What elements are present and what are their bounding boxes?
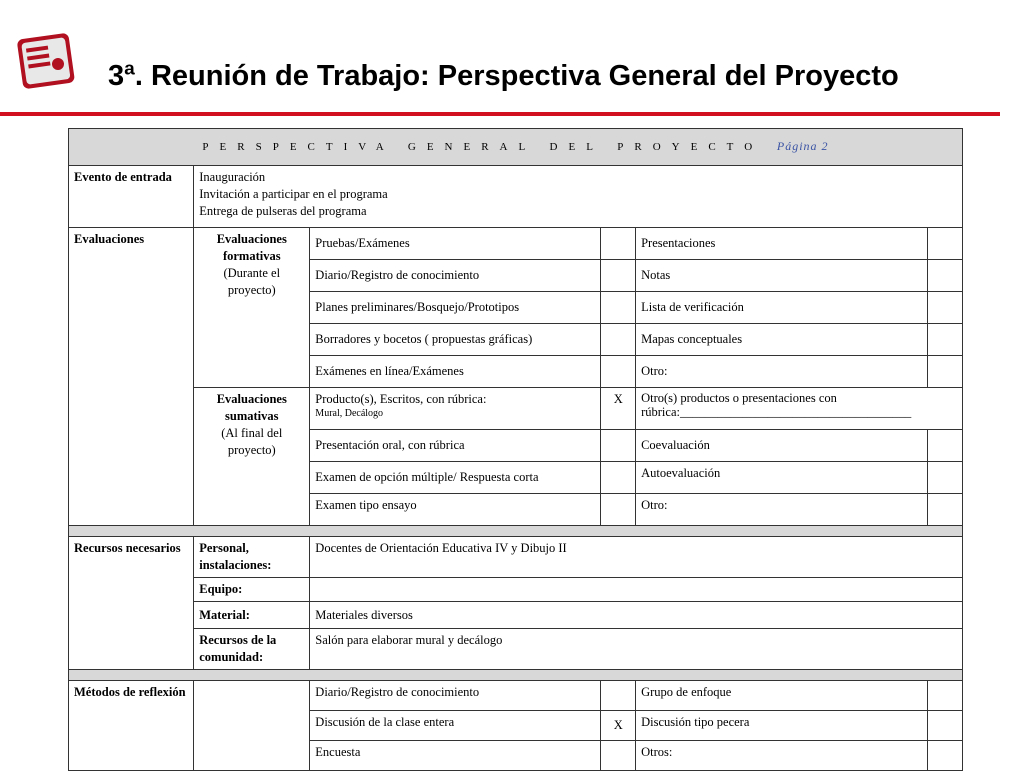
resource-key: Material:	[194, 602, 310, 629]
checkbox-cell[interactable]	[601, 741, 636, 771]
formative-item: Pruebas/Exámenes	[310, 228, 601, 260]
summative-title: Evaluaciones	[216, 392, 287, 406]
reflection-blank	[194, 681, 310, 771]
checkbox-cell[interactable]	[928, 260, 963, 292]
reflection-item: Discusión de la clase entera	[310, 711, 601, 741]
checkbox-cell[interactable]	[601, 430, 636, 462]
checkbox-cell[interactable]	[928, 711, 963, 741]
resources-label: Recursos necesarios	[69, 537, 194, 670]
checkbox-cell[interactable]	[928, 430, 963, 462]
summative-heading	[194, 388, 310, 526]
summative-item: Otro(s) productos o presentaciones con rúbrica:_____________________________________	[636, 388, 963, 430]
resource-key: Personal, instalaciones:	[194, 537, 310, 578]
checkbox-cell[interactable]	[928, 324, 963, 356]
entry-line: Entrega de pulseras del programa	[199, 204, 367, 218]
project-overview-table	[68, 128, 963, 771]
summative-item: Coevaluación	[636, 430, 928, 462]
resource-value: Docentes de Orientación Educativa IV y Dibujo II	[310, 537, 963, 578]
summative-item: Autoevaluación	[636, 462, 928, 494]
evaluations-label: Evaluaciones	[69, 228, 194, 526]
formative-item: Planes preliminares/Bosquejo/Prototipos	[310, 292, 601, 324]
entry-line: Inauguración	[199, 170, 266, 184]
checkbox-cell[interactable]	[601, 228, 636, 260]
presentation-logo-icon	[14, 30, 80, 96]
formative-item: Lista de verificación	[636, 292, 928, 324]
formative-item: Borradores y bocetos ( propuestas gráficas)	[310, 324, 601, 356]
resource-key: Recursos de la comunidad:	[194, 629, 310, 670]
entry-event-list	[194, 166, 963, 228]
table-header	[69, 129, 963, 166]
summative-item: Examen tipo ensayo	[310, 494, 601, 526]
reflection-label: Métodos de reflexión	[69, 681, 194, 771]
checkbox-cell[interactable]	[928, 681, 963, 711]
reflection-item: Diario/Registro de conocimiento	[310, 681, 601, 711]
formative-title: Evaluaciones	[216, 232, 287, 246]
entry-event-label: Evento de entrada	[69, 166, 194, 228]
checkbox-cell[interactable]	[928, 292, 963, 324]
checkbox-cell[interactable]	[601, 494, 636, 526]
summative-item: Presentación oral, con rúbrica	[310, 430, 601, 462]
formative-item: Mapas conceptuales	[636, 324, 928, 356]
resource-value	[310, 578, 963, 602]
checkbox-cell[interactable]	[928, 494, 963, 526]
formative-item: Otro:	[636, 356, 928, 388]
entry-line: Invitación a participar en el programa	[199, 187, 388, 201]
section-separator	[69, 670, 963, 681]
checkbox-cell[interactable]	[601, 292, 636, 324]
checkbox-cell[interactable]	[601, 462, 636, 494]
summative-item-label: Producto(s), Escritos, con rúbrica:	[315, 392, 487, 406]
reflection-item: Otros:	[636, 741, 928, 771]
summative-item	[310, 388, 601, 430]
formative-item: Diario/Registro de conocimiento	[310, 260, 601, 292]
checkbox-cell[interactable]: X	[601, 388, 636, 430]
formative-subtitle: (Durante el proyecto)	[223, 266, 281, 297]
resource-key: Equipo:	[194, 578, 310, 602]
reflection-item: Discusión tipo pecera	[636, 711, 928, 741]
checkbox-cell[interactable]	[928, 228, 963, 260]
checkbox-cell[interactable]	[928, 462, 963, 494]
section-separator	[69, 526, 963, 537]
summative-subtitle: (Al final del proyecto)	[221, 426, 283, 457]
checkbox-cell[interactable]	[601, 681, 636, 711]
summative-title-2: sumativas	[225, 409, 279, 423]
resource-value: Materiales diversos	[310, 602, 963, 629]
checkbox-cell[interactable]	[928, 741, 963, 771]
summative-item: Examen de opción múltiple/ Respuesta corta	[310, 462, 601, 494]
summative-item: Otro:	[636, 494, 928, 526]
resource-value: Salón para elaborar mural y decálogo	[310, 629, 963, 670]
checkbox-cell[interactable]: X	[601, 711, 636, 741]
checkbox-cell[interactable]	[928, 356, 963, 388]
formative-item: Notas	[636, 260, 928, 292]
header-title: PERSPECTIVA GENERAL DEL PROYECTO	[202, 141, 764, 153]
page-title: 3ª. Reunión de Trabajo: Perspectiva General del Proyecto	[108, 60, 899, 92]
checkbox-cell[interactable]	[601, 356, 636, 388]
checkbox-cell[interactable]	[601, 260, 636, 292]
summative-item-note: Mural, Decálogo	[315, 408, 384, 419]
title-divider	[0, 112, 1000, 116]
reflection-item: Encuesta	[310, 741, 601, 771]
formative-heading	[194, 228, 310, 388]
checkbox-cell[interactable]	[601, 324, 636, 356]
formative-item: Exámenes en línea/Exámenes	[310, 356, 601, 388]
page-number: Página 2	[776, 139, 829, 153]
formative-title-2: formativas	[222, 249, 281, 263]
formative-item: Presentaciones	[636, 228, 928, 260]
reflection-item: Grupo de enfoque	[636, 681, 928, 711]
